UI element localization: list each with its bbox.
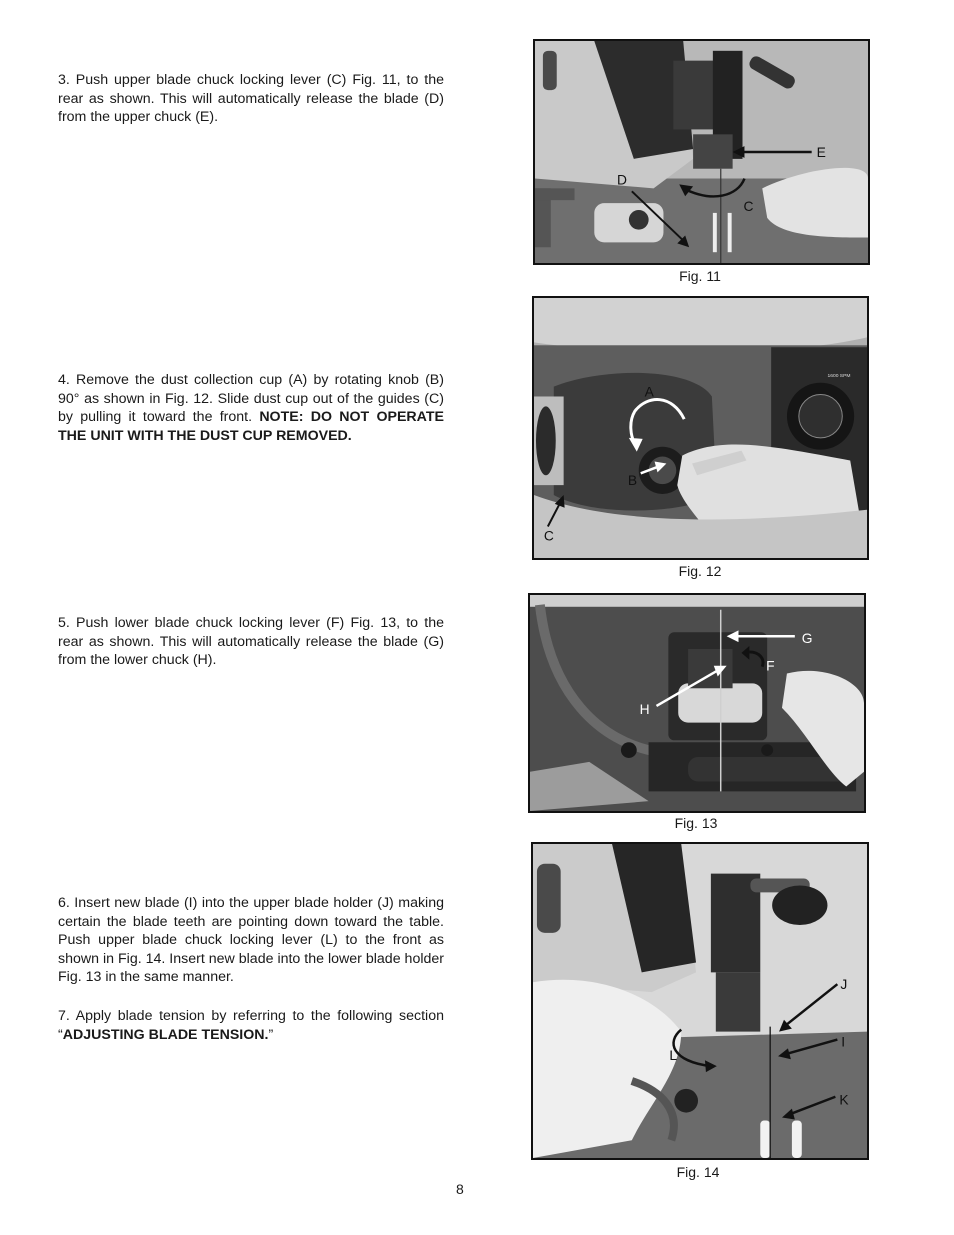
- step-6-text: 6. Insert new blade (I) into the upper blade holder (J) making certain the blade teeth are pointing down toward the table. Push upper blade chuck locking lever (L) to the front as shown in Fig. 14. Insert new blade into the lower blade holder Fig. 13 in the same manner.: [58, 895, 444, 986]
- figure-11-caption: Fig. 11: [679, 268, 721, 284]
- figure-12-photo: [532, 296, 869, 560]
- figure-13-illustration: [530, 595, 864, 811]
- figure-12-caption: Fig. 12: [678, 563, 722, 579]
- fig12-label-c: C: [543, 527, 554, 544]
- fig13-label-g: G: [801, 631, 813, 647]
- fig14-label-j: J: [840, 976, 848, 993]
- fig11-label-e: E: [816, 144, 826, 160]
- fig11-label-d: D: [617, 172, 627, 188]
- figure-13-photo: [528, 593, 866, 813]
- figure-13-caption: Fig. 13: [674, 815, 718, 831]
- fig13-label-h: H: [639, 701, 650, 717]
- fig14-label-i: I: [841, 1033, 846, 1050]
- figure-12-illustration: [534, 298, 867, 558]
- step-3-text: 3. Push upper blade chuck locking lever (C) Fig. 11, to the rear as shown. This will automatically release the blade (D) from the upper chuck (E).: [58, 72, 444, 126]
- fig12-label-b: B: [627, 472, 638, 489]
- fig12-speed-dial-label: 1600 SPM: [827, 373, 851, 379]
- fig11-label-c: C: [743, 198, 754, 214]
- figure-11-illustration: [535, 41, 868, 263]
- step-7-text: [58, 1007, 444, 1044]
- page-number: 8: [456, 1181, 464, 1197]
- step-7-section-ref: ADJUSTING BLADE TENSION.: [62, 1026, 269, 1043]
- fig12-label-a: A: [644, 383, 654, 400]
- fig14-label-l: L: [669, 1047, 678, 1064]
- fig14-label-k: K: [839, 1091, 849, 1108]
- step-4-body: 4. Remove the dust collection cup (A) by rotating knob (B) 90° as shown in Fig. 12. Slide dust cup out of the guides (C) by pulling it toward the front.: [58, 372, 444, 426]
- step-7-post: ”: [268, 1026, 274, 1043]
- figure-14-illustration: [533, 844, 867, 1158]
- figure-14-photo: [531, 842, 869, 1160]
- step-4-warning-note: NOTE: DO NOT OPERATE THE UNIT WITH THE DUST CUP REMOVED.: [58, 409, 444, 444]
- figure-11-photo: [533, 39, 870, 265]
- fig13-label-f: F: [766, 658, 775, 674]
- step-7-pre: 7. Apply blade tension by referring to the following section “: [58, 1008, 444, 1043]
- step-5-text: 5. Push lower blade chuck locking lever (F) Fig. 13, to the rear as shown. This will automatically release the blade (G) from the lower chuck (H).: [58, 615, 444, 669]
- figure-14-caption: Fig. 14: [676, 1164, 720, 1180]
- step-4-text: [58, 371, 444, 445]
